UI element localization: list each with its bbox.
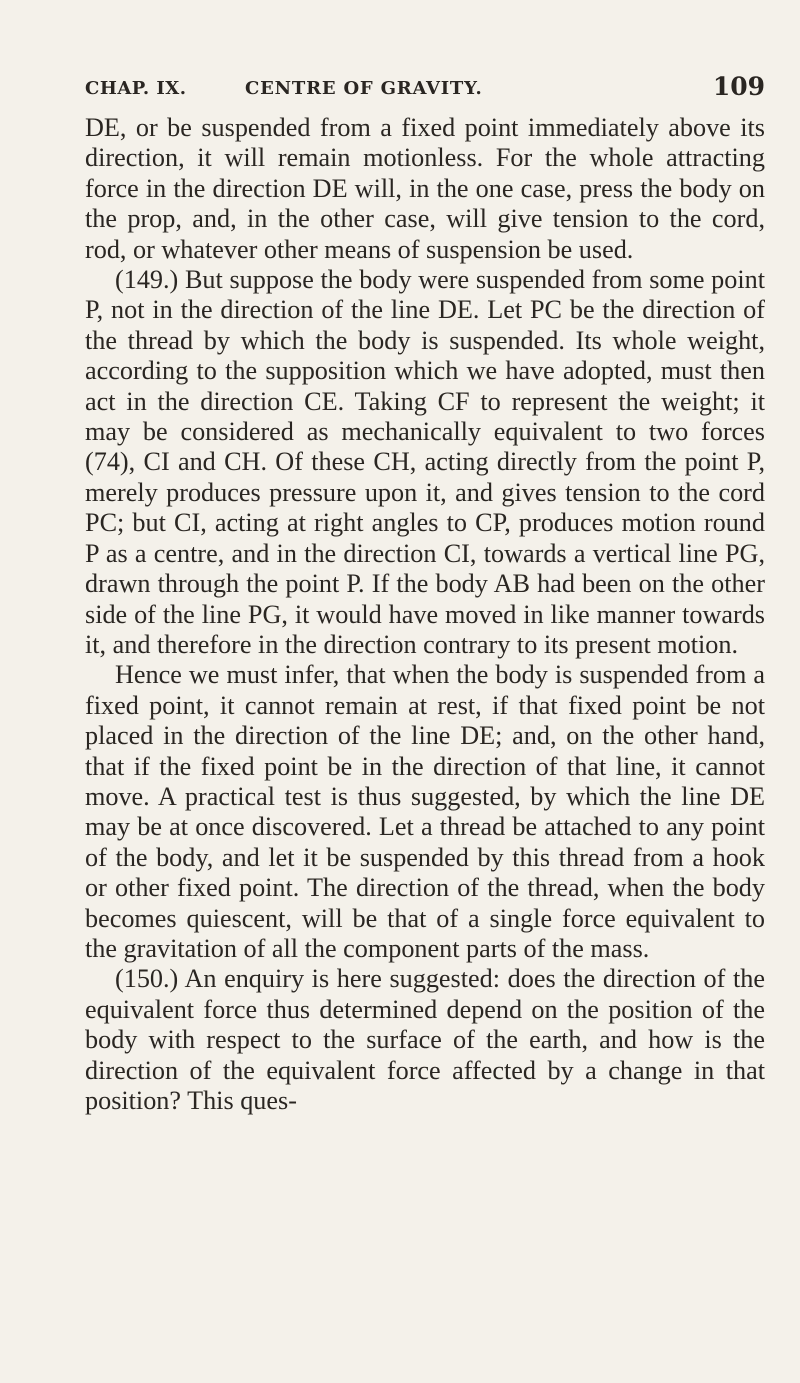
body-text xyxy=(85,113,765,1116)
paragraph-continuation: DE, or be suspended from a fixed point immediately above its direction, it will remain motionless. For the whole attracting force in the direction DE will, in the one case, press the body on the prop, and, in the other case, will give tension to the cord, rod, or whatever other means of suspension be used. xyxy=(85,113,765,264)
paragraph-inference: Hence we must infer, that when the body is suspended from a fixed point, it cannot remain at rest, if that fixed point be not placed in the direction of the line DE; and, on the other hand, that if the fixed point be in the direction of that line, it cannot move. A practical test is thus suggested, by which the line DE may be at once discovered. Let a thread be attached to any point of the body, and let it be suspended by this thread from a hook or other fixed point. The direction of the thread, when the body becomes quiescent, will be that of a single force equivalent to the gravitation of all the component parts of the mass. xyxy=(85,660,765,963)
paragraph-149: (149.) But suppose the body were suspended from some point P, not in the direction of the line DE. Let PC be the direction of the thread by which the body is suspended. Its whole weight, according to the supposition which we have adopted, must then act in the direction CE. Taking CF to represent the weight; it may be considered as mechanically equivalent to two forces (74), CI and CH. Of these CH, acting directly from the point P, merely produces pressure upon it, and gives tension to the cord PC; but CI, acting at right angles to CP, produces motion round P as a centre, and in the direction CI, towards a vertical line PG, drawn through the point P. If the body AB had been on the other side of the line PG, it would have moved in like manner towards it, and therefore in the direction contrary to its present motion. xyxy=(85,265,765,659)
paragraph-150: (150.) An enquiry is here suggested: does the direction of the equivalent force thus determined depend on the position of the body with respect to the surface of the earth, and how is the direction of the equivalent force affected by a change in that position? This ques- xyxy=(85,964,765,1115)
running-title: CENTRE OF GRAVITY. xyxy=(245,78,483,99)
running-head xyxy=(85,74,765,104)
page-number: 109 xyxy=(712,72,765,101)
chapter-label: CHAP. IX. xyxy=(85,78,187,99)
